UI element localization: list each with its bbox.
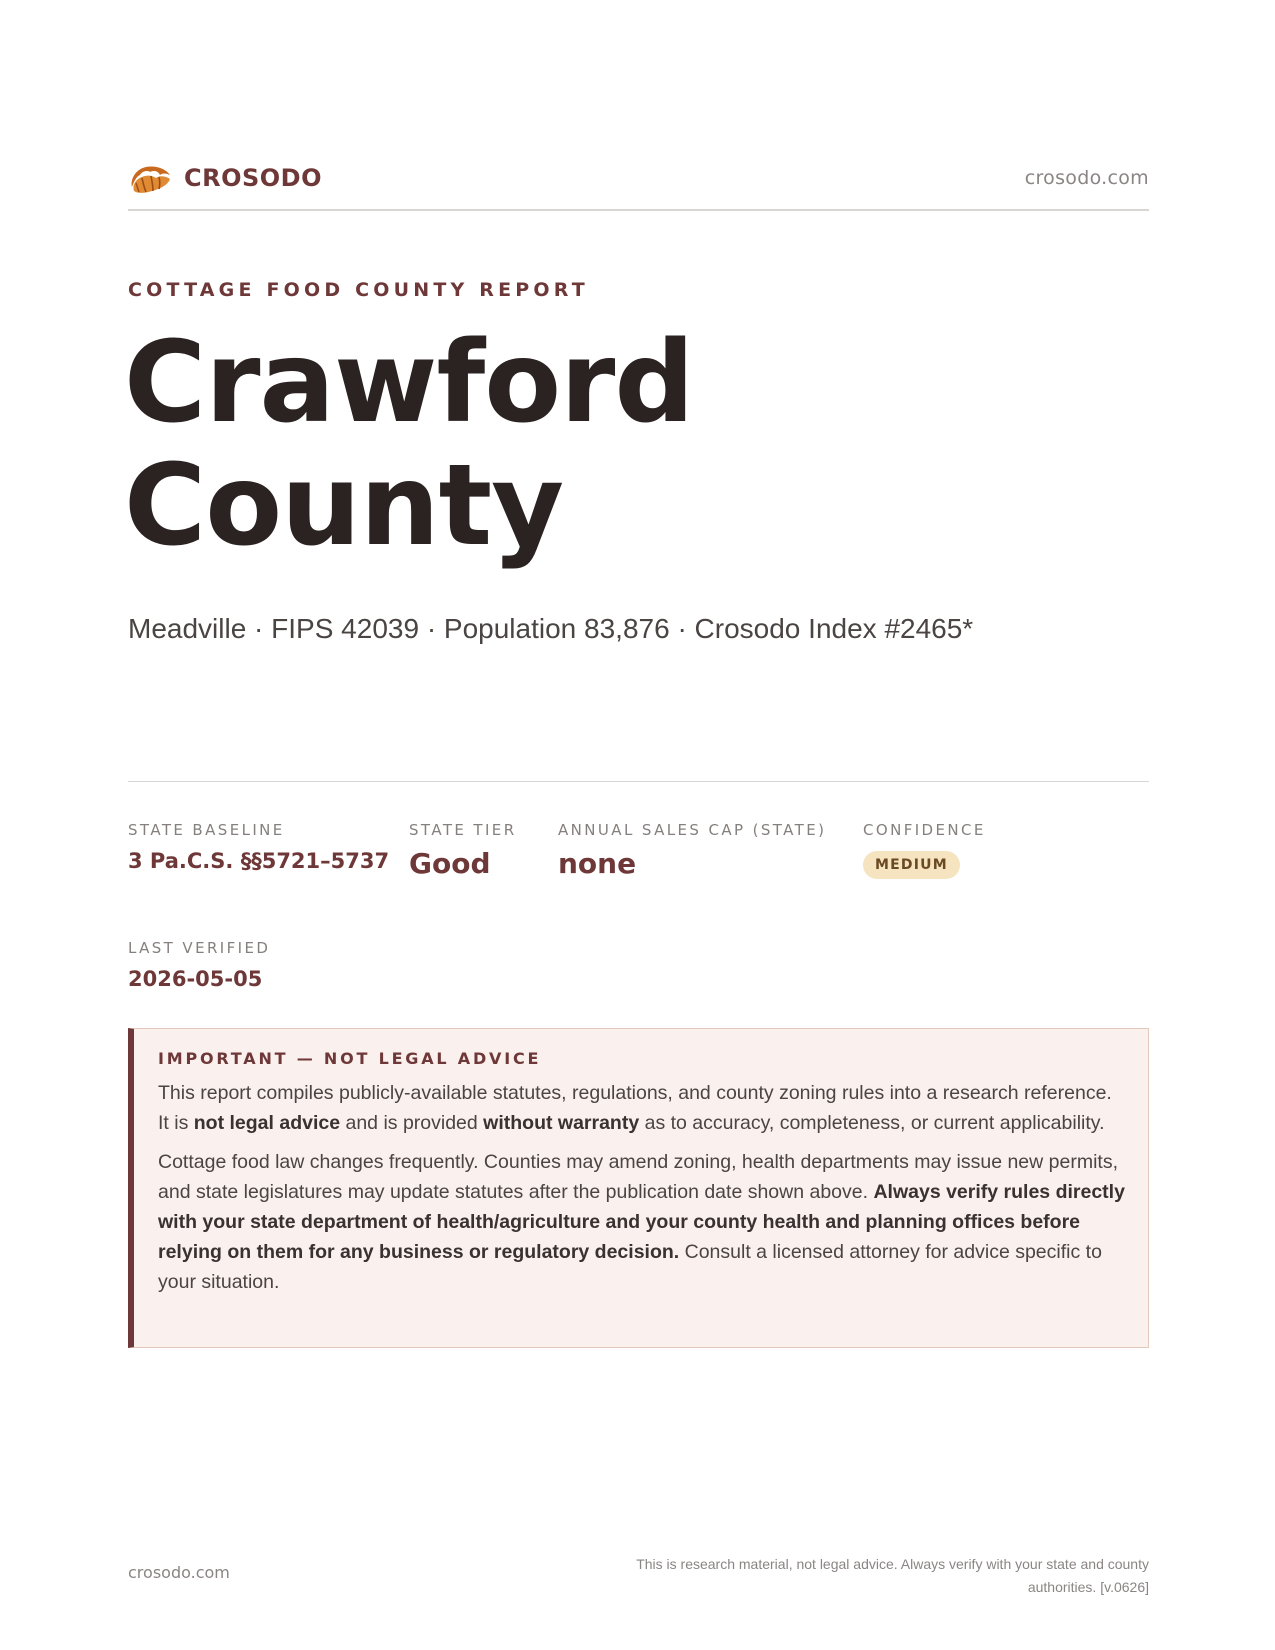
notice-text: as to accuracy, completeness, or current applicability. — [639, 1112, 1105, 1134]
stat-label: STATE TIER — [409, 821, 517, 839]
notice-text: and is provided — [340, 1112, 484, 1134]
stat-state-baseline — [128, 821, 389, 873]
stat-last-verified — [128, 939, 270, 991]
stat-label: ANNUAL SALES CAP (STATE) — [558, 821, 827, 839]
notice-paragraph — [158, 1078, 1126, 1138]
report-eyebrow: COTTAGE FOOD COUNTY REPORT — [128, 279, 589, 301]
footer-site-link[interactable]: crosodo.com — [128, 1563, 230, 1582]
notice-text: Cottage food law changes frequently. Counties may amend zoning, health departments may issue new permits, and state legislatures may update statutes after the publication date shown above. — [158, 1151, 1118, 1203]
notice-text: Consult a licensed attorney for advice specific to your situation. — [158, 1241, 1102, 1293]
stat-state-tier — [409, 821, 517, 880]
confidence-badge: MEDIUM — [863, 851, 960, 879]
stat-value: 2026-05-05 — [128, 967, 263, 991]
header-site-link[interactable]: crosodo.com — [1024, 167, 1149, 189]
stat-value: 3 Pa.C.S. §§5721–5737 — [128, 849, 390, 873]
notice-emphasis: Always verify rules directly with your state department of health/agriculture and your county health and planning offices before relying on them for any business or regulatory decision. — [158, 1181, 1125, 1263]
notice-text: This report compiles publicly-available statutes, regulations, and county zoning rules into a research reference. It is — [158, 1082, 1112, 1134]
stat-label: CONFIDENCE — [863, 821, 986, 839]
croissant-icon — [128, 161, 172, 197]
report-subtitle: Meadville · FIPS 42039 · Population 83,876 · Crosodo Index #2465* — [128, 613, 974, 644]
notice-emphasis: not legal advice — [193, 1112, 341, 1134]
legal-notice — [128, 1028, 1149, 1348]
stat-label: STATE BASELINE — [128, 821, 285, 839]
stat-confidence — [863, 821, 986, 879]
stat-value: none — [558, 847, 637, 880]
page-title: Crawford County — [124, 318, 694, 572]
stat-value: Good — [409, 847, 491, 880]
report-page — [124, 0, 1149, 1650]
section-divider — [128, 781, 1149, 782]
stat-sales-cap — [558, 821, 826, 880]
notice-emphasis: without warranty — [483, 1112, 640, 1134]
header-divider — [128, 209, 1149, 211]
notice-paragraph — [158, 1147, 1126, 1297]
brand-name: CROSODO — [184, 164, 323, 192]
stat-label: LAST VERIFIED — [128, 939, 271, 957]
footer-disclaimer: This is research material, not legal advice. Always verify with your state and county authorities. [v.0626] — [636, 1556, 1149, 1595]
brand-header — [128, 158, 1149, 198]
notice-title: IMPORTANT — NOT LEGAL ADVICE — [158, 1049, 542, 1068]
